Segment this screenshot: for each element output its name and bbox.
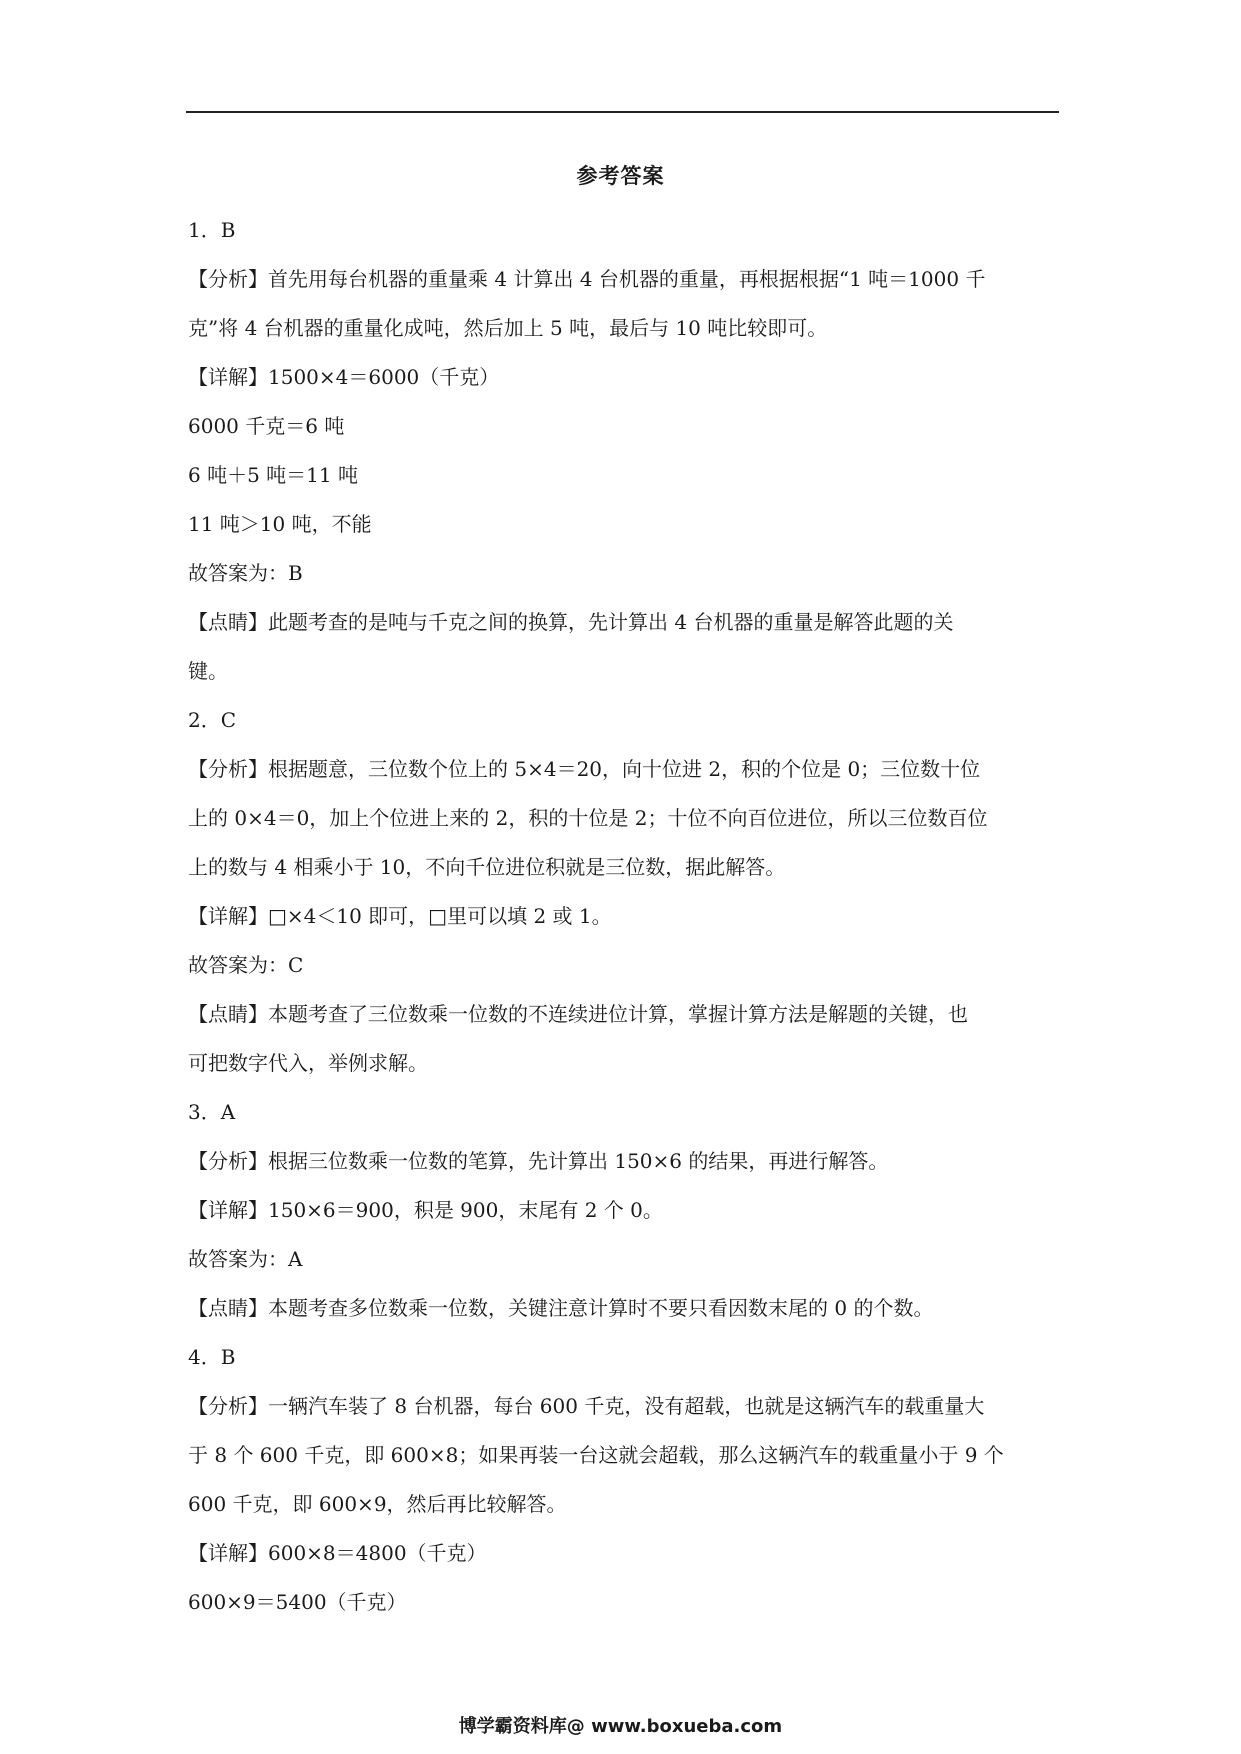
- text-line: 于 8 个 600 千克，即 600×8；如果再装一台这就会超载，那么这辆汽车的载重量小于 9 个: [188, 1443, 1004, 1467]
- text-line: 4．B: [188, 1345, 236, 1369]
- text-line: 【详解】1500×4＝6000（千克）: [188, 365, 500, 389]
- text-line: 克”将 4 台机器的重量化成吨，然后加上 5 吨，最后与 10 吨比较即可。: [188, 316, 828, 340]
- answer-content: [188, 206, 1058, 1627]
- text-line: 【点睛】本题考查了三位数乘一位数的不连续进位计算，掌握计算方法是解题的关键，也: [188, 1002, 968, 1026]
- text-line: 11 吨＞10 吨，不能: [188, 512, 372, 536]
- text-line: 【点睛】本题考查多位数乘一位数，关键注意计算时不要只看因数末尾的 0 的个数。: [188, 1296, 934, 1320]
- text-line: 【分析】根据三位数乘一位数的笔算，先计算出 150×6 的结果，再进行解答。: [188, 1149, 889, 1173]
- text-line: 【分析】一辆汽车装了 8 台机器，每台 600 千克，没有超载，也就是这辆汽车的载重量大: [188, 1394, 985, 1418]
- text-line: 【分析】首先用每台机器的重量乘 4 计算出 4 台机器的重量，再根据根据“1 吨＝1000 千: [188, 267, 986, 291]
- text-line: 故答案为：B: [188, 561, 303, 585]
- text-line: 键。: [188, 659, 228, 683]
- text-line: 6000 千克＝6 吨: [188, 414, 345, 438]
- text-line: 【分析】根据题意，三位数个位上的 5×4＝20，向十位进 2，积的个位是 0；三位数十位: [188, 757, 981, 781]
- text-line: 6 吨＋5 吨＝11 吨: [188, 463, 358, 487]
- text-line: 【详解】600×8＝4800（千克）: [188, 1541, 487, 1565]
- text-line: 600×9＝5400（千克）: [188, 1590, 407, 1614]
- header-rule: [186, 111, 1059, 113]
- text-line: 故答案为：C: [188, 953, 304, 977]
- text-line: 故答案为：A: [188, 1247, 303, 1271]
- text-line: 600 千克，即 600×9，然后再比较解答。: [188, 1492, 567, 1516]
- text-line: 上的数与 4 相乘小于 10，不向千位进位积就是三位数，据此解答。: [188, 855, 786, 879]
- text-line: 上的 0×4＝0，加上个位进上来的 2，积的十位是 2；十位不向百位进位，所以三位数百位: [188, 806, 988, 830]
- text-line: 1．B: [188, 218, 236, 242]
- text-line: 2．C: [188, 708, 237, 732]
- text-line: 【点睛】此题考查的是吨与千克之间的换算，先计算出 4 台机器的重量是解答此题的关: [188, 610, 954, 634]
- text-line: 可把数字代入，举例求解。: [188, 1051, 428, 1075]
- page-title: 参考答案: [576, 164, 665, 188]
- text-line: 【详解】□×4＜10 即可，□里可以填 2 或 1。: [188, 904, 612, 928]
- text-line: 【详解】150×6＝900，积是 900，末尾有 2 个 0。: [188, 1198, 663, 1222]
- text-line: 3．A: [188, 1100, 236, 1124]
- footer-watermark: 博学霸资料库@ www.boxueba.com: [458, 1716, 783, 1737]
